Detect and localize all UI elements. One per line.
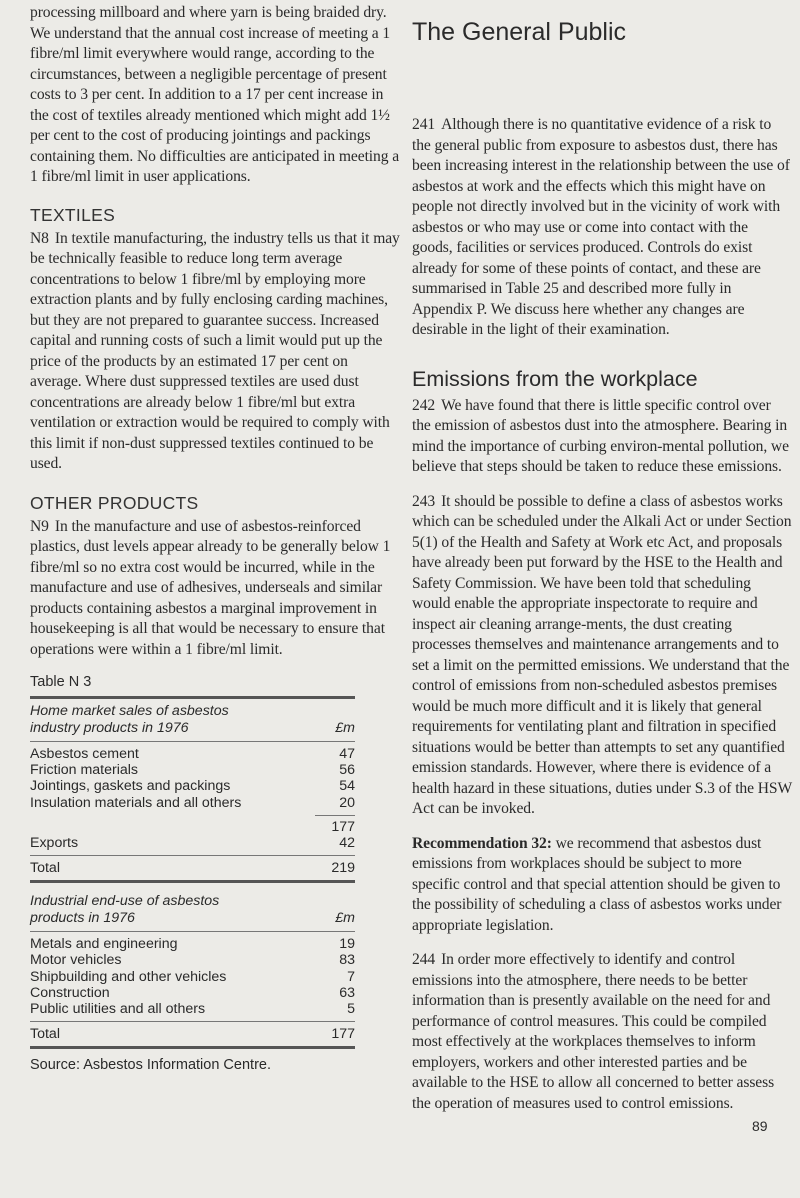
row-label: Metals and engineering	[30, 936, 178, 953]
table-title: Table N 3	[30, 674, 92, 690]
total-value: 219	[331, 860, 355, 877]
table-row	[30, 1001, 355, 1017]
table-row	[30, 778, 355, 794]
row-value: 7	[347, 968, 355, 985]
table-row	[30, 762, 355, 778]
row-label: Jointings, gaskets and packings	[30, 778, 231, 795]
paragraph-text: It should be possible to define a class of asbestos works which can be scheduled under the Alkali Act or under Section 5(1) of the Health and Safety at Work etc Act, and proposals have already been put forward by the HSE to the Health and Safety Commission. We have been told that scheduling would enable the appropriate inspectorate to require and inspect air cleaning arrange-ments, the dust creating processes themselves and maintenance arrangements and to set a limit on the permitted emissions. We understand that the control of emissions from non-scheduled asbestos premises would be much more difficult and it is likely that general requirements for ventilating plant and filtration in specified situations would be better than attempts to set any quantified emission standards. However, where there is evidence of a health hazard in these situations, duties under S.3 of the HSW Act can be invoked.	[412, 492, 792, 817]
table-rule	[30, 931, 355, 932]
row-label: Construction	[30, 984, 110, 1001]
recommendation-label: Recommendation 32:	[412, 834, 552, 852]
table-rule	[30, 741, 355, 742]
row-label: Insulation materials and all others	[30, 794, 242, 811]
subtotal-value: 177	[331, 818, 355, 835]
paragraph-text: We have found that there is little specific control over the emission of asbestos dust into the atmosphere. Bearing in mind the importance of curbing environ-mental pollution, we believe that steps should be taken to reduce these emissions.	[412, 396, 789, 475]
recommendation-32	[412, 834, 792, 937]
paragraph-241	[412, 115, 792, 341]
row-label: Friction materials	[30, 762, 139, 779]
subtotal-row	[30, 819, 355, 835]
intro-paragraph: processing millboard and where yarn is being braided dry. We understand that the annual cost increase of meeting a 1 fibre/ml limit everywhere would range, according to the circumstances, between a negligible percentage of present costs to 3 per cent. In addition to a 17 per cent increase in the cost of textiles already mentioned which might add 1½ per cent to the cost of producing jointings and packings containing them. No difficulties are anticipated in meeting a 1 fibre/ml limit in user applications.	[30, 4, 400, 185]
paragraph-text: In order more effectively to identify and control emissions into the atmosphere, there needs to be better information than is presently available on the need for and performance of control measures. This could be compiled most effectively at the workplaces themselves to inform employers, workers and other interested parties and be available to the HSE to allow all concerned to better assess the operation of measures used to control emissions.	[412, 951, 775, 1112]
table1-header-line2: industry products in 1976	[30, 720, 189, 736]
left-column	[30, 0, 400, 1073]
textiles-heading: TEXTILES	[30, 204, 116, 225]
row-label: Exports	[30, 835, 79, 852]
total-label: Total	[30, 860, 60, 877]
table-row	[30, 795, 355, 811]
paragraph-n9	[30, 517, 400, 661]
recommendation-text: we recommend that asbestos dust emissions from workplaces should be subject to more specific control and that special attention should be given to the possibility of scheduling a class of asbestos works under appropriate legislation.	[412, 834, 782, 934]
table-n3	[30, 674, 355, 1073]
paragraph-number: 243	[412, 492, 436, 510]
paragraph-text: In the manufacture and use of asbestos-reinforced plastics, dust levels appear already to be generally below 1 fibre/ml so no extra cost would be incurred, while in the manufacture and use of adhesives, underseals and similar products containing asbestos a marginal improvement in housekeeping is all that would be necessary to ensure that operations were within a 1 fibre/ml limit.	[30, 517, 391, 658]
paragraph-number: 244	[412, 951, 436, 968]
row-value: 5	[347, 1001, 355, 1018]
table-row	[30, 985, 355, 1001]
total-value: 177	[331, 1026, 355, 1043]
paragraph-number: 242	[412, 396, 436, 414]
paragraph-text: Although there is no quantitative evidence of a risk to the general public from exposure to asbestos dust, there has been increasing interest in the relationship between the use of asbestos at work and the effects which this might have on people not directly involved but in the vicinity of work with asbestos or who may use or come into contact with the goods, facilities or services produced. Controls do exist already for some of these points of contact, and these are summarised in Table 25 and described more fully in Appendix P. We discuss here whether any changes are desirable in the light of their examination.	[412, 116, 790, 338]
row-value: 56	[339, 762, 355, 779]
subtotal-rule	[315, 815, 355, 816]
table2-body	[30, 936, 355, 1017]
paragraph-number: N8	[30, 229, 49, 247]
paragraph-number: N9	[30, 517, 49, 535]
exports-row	[30, 835, 355, 851]
row-value: 42	[339, 835, 355, 852]
right-column	[412, 0, 792, 1114]
row-label: Asbestos cement	[30, 746, 139, 762]
paragraph-text: In textile manufacturing, the industry tells us that it may be technically feasible to reduce long term average concentrations to below 1 fibre/ml by employing more extraction plants and by fully enclosing carding machines, but they are not prepared to guarantee success. Increased capital and running costs of such a limit would put up the price of the products by an estimated 17 per cent on average. Where dust suppressed textiles are used dust concentrations are already below 1 fibre/ml but extra ventilation or extraction would be required to comply with this limit if non-dust suppressed textiles continued to be used.	[30, 229, 400, 472]
table-row	[30, 952, 355, 968]
row-value: 63	[339, 984, 355, 1001]
row-value: 54	[339, 778, 355, 795]
table1-header	[30, 699, 355, 741]
table2-total-row	[30, 1022, 355, 1046]
table-row	[30, 746, 355, 762]
page-number: 89	[752, 1118, 768, 1134]
row-label: Shipbuilding and other vehicles	[30, 968, 227, 985]
paragraph-number: 241	[412, 116, 436, 133]
emissions-heading: Emissions from the workplace	[412, 366, 698, 391]
section-heading-general-public: The General Public	[412, 18, 627, 46]
paragraph-243	[412, 492, 792, 820]
table2-header-line1: Industrial end-use of asbestos	[30, 893, 220, 910]
row-label: Motor vehicles	[30, 952, 122, 969]
row-value: 83	[339, 952, 355, 969]
table2-header-line2: products in 1976	[30, 910, 135, 927]
other-products-heading: OTHER PRODUCTS	[30, 492, 199, 513]
table2-header	[30, 889, 355, 931]
table1-body	[30, 746, 355, 851]
table-row	[30, 969, 355, 985]
table-rule	[30, 880, 355, 883]
table2-unit: £m	[335, 910, 355, 927]
row-value: 47	[339, 746, 355, 762]
paragraph-244	[412, 950, 792, 1114]
table-row	[30, 936, 355, 952]
paragraph-242	[412, 396, 792, 478]
table1-header-line1: Home market sales of asbestos	[30, 703, 229, 719]
paragraph-n8	[30, 229, 400, 475]
table-source: Source: Asbestos Information Centre.	[30, 1057, 271, 1074]
row-value: 20	[339, 794, 355, 811]
table1-unit: £m	[335, 720, 355, 736]
row-label: Public utilities and all others	[30, 1001, 206, 1018]
total-label: Total	[30, 1026, 60, 1043]
table1-total-row	[30, 856, 355, 880]
row-value: 19	[339, 936, 355, 953]
table-rule	[30, 1046, 355, 1049]
